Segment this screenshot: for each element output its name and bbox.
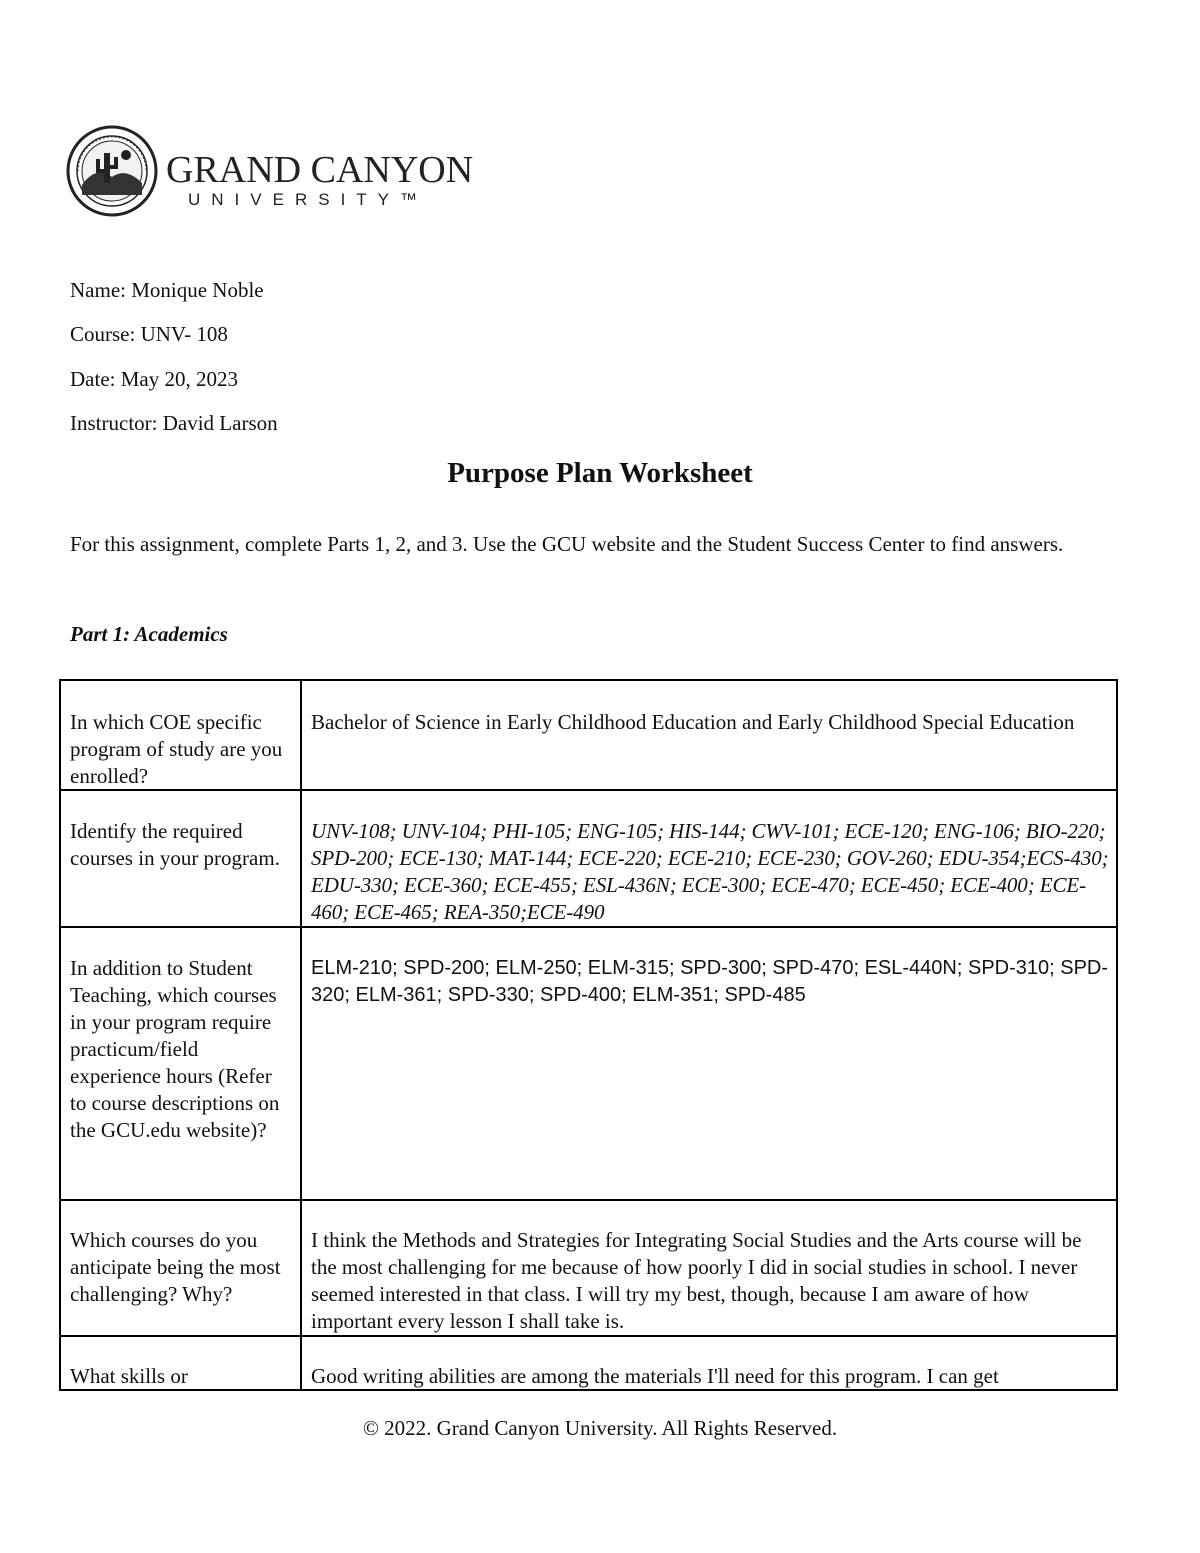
logo-subtitle: UNIVERSITY™ — [188, 190, 429, 209]
table-row — [61, 1337, 1116, 1391]
course-field: Course: UNV- 108 — [70, 322, 228, 346]
instructor-field: Instructor: David Larson — [70, 411, 278, 435]
table-answer: ELM-210; SPD-200; ELM-250; ELM-315; SPD-300; SPD-470; ESL-440N; SPD-310; SPD-320; ELM-361; SPD-330; SPD-400; ELM-351; SPD-485 — [311, 957, 1109, 1006]
table-question: Identify the required courses in your program. — [70, 819, 280, 870]
academics-table — [59, 679, 1118, 1391]
gcu-logo — [66, 125, 476, 217]
date-field: Date: May 20, 2023 — [70, 367, 238, 391]
copyright-footer: © 2022. Grand Canyon University. All Rights Reserved. — [362, 1416, 838, 1440]
logo-wordmark: GRAND CANYON — [166, 149, 474, 191]
student-name: Name: Monique Noble — [70, 278, 264, 302]
table-question: What skills or — [70, 1364, 188, 1388]
table-question: In which COE specific program of study are you enrolled? — [70, 710, 283, 788]
instructions-paragraph: For this assignment, complete Parts 1, 2, and 3. Use the GCU website and the Student Success Center to find answers. — [70, 532, 1064, 556]
table-question: Which courses do you anticipate being the most challenging? Why? — [70, 1228, 281, 1306]
table-answer: Good writing abilities are among the materials I'll need for this program. I can get — [311, 1364, 999, 1388]
table-answer: Bachelor of Science in Early Childhood Education and Early Childhood Special Education — [311, 710, 1075, 734]
table-question: In addition to Student Teaching, which courses in your program require practicum/field experience hours (Refer to course descriptions on the GCU.edu website)? — [70, 956, 280, 1142]
page-title: Purpose Plan Worksheet — [447, 457, 753, 489]
table-row — [61, 681, 1116, 791]
table-row — [61, 928, 1116, 1201]
table-answer: I think the Methods and Strategies for Integrating Social Studies and the Arts course will be the most challenging for me because of how poorly I did in social studies in school. I never seemed interested in that class. I will try my best, though, because I am aware of how important every lesson I shall take is. — [311, 1228, 1082, 1333]
table-row — [61, 791, 1116, 928]
part1-heading: Part 1: Academics — [70, 622, 228, 646]
table-row — [61, 1201, 1116, 1337]
table-answer: UNV-108; UNV-104; PHI-105; ENG-105; HIS-144; CWV-101; ECE-120; ENG-106; BIO-220; SPD-200; ECE-130; MAT-144; ECE-220; ECE-210; ECE-230; GOV-260; EDU-354;ECS-430; EDU-330; ECE-360; ECE-455; ESL-436N; ECE-300; ECE-470; ECE-450; ECE-400; ECE-460; ECE-465; REA-350;ECE-490 — [311, 819, 1109, 924]
university-seal-icon — [66, 125, 158, 217]
